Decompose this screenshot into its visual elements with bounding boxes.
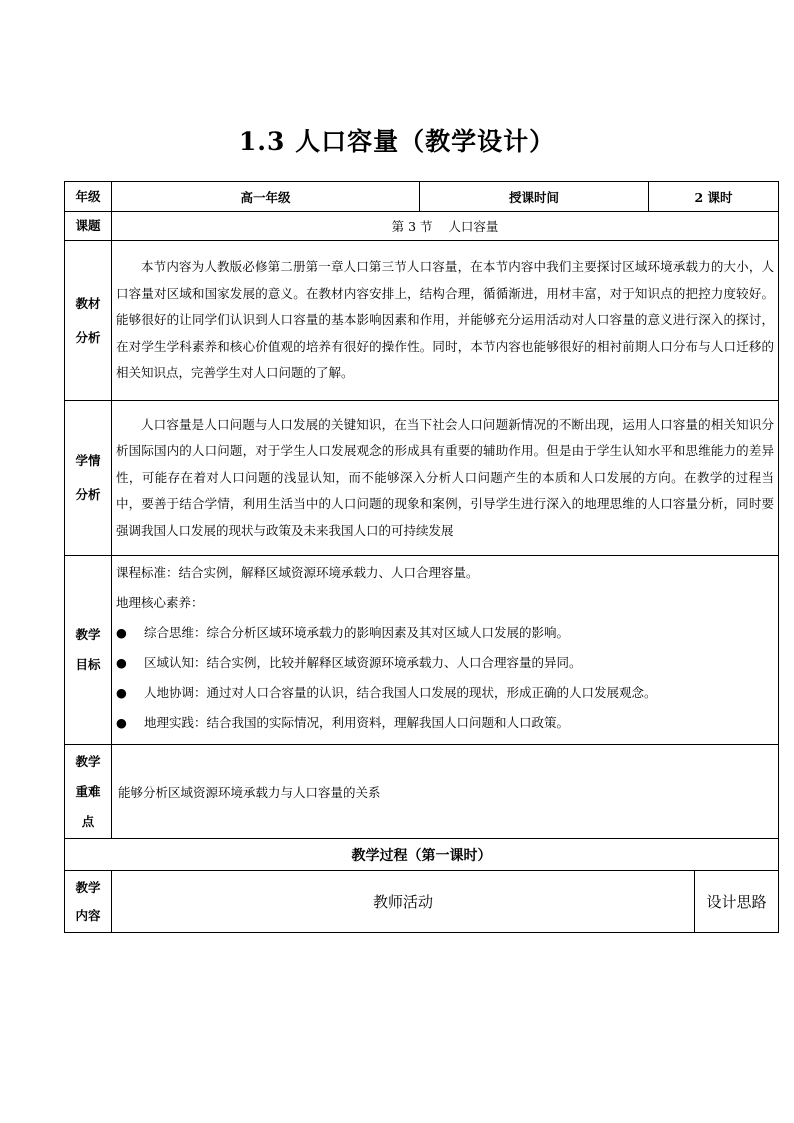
objectives-label-line: 目标 (75, 657, 101, 672)
topic-row (65, 212, 779, 241)
design-idea-header: 设计思路 (695, 871, 779, 933)
teacher-activity-header: 教师活动 (112, 871, 695, 933)
content-label (65, 871, 112, 933)
process-columns-row (65, 871, 779, 933)
content-label-line: 教学 (75, 879, 101, 895)
bullet-icon: ● (116, 625, 127, 640)
objectives-label (65, 556, 112, 745)
objective-text: 地理实践：结合我国的实际情况，利用资料，理解我国人口问题和人口政策。 (144, 715, 570, 730)
hours-value: 2 课时 (649, 182, 779, 212)
objective-item (116, 678, 778, 708)
students-row (65, 401, 779, 556)
key-points-label-line: 重难 (75, 783, 101, 799)
material-label (65, 241, 112, 401)
key-points-label-line: 点 (81, 813, 95, 829)
objectives-cell (112, 556, 779, 745)
topic-value: 第 3 节 人口容量 (112, 212, 779, 241)
objective-item (116, 618, 778, 648)
objective-text: 综合思维：综合分析区域环境承载力的影响因素及其对区域人口发展的影响。 (144, 625, 570, 640)
objectives-row (65, 556, 779, 745)
material-row (65, 241, 779, 401)
curriculum-standard: 课程标准：结合实例，解释区域资源环境承载力、人口合理容量。 (116, 565, 479, 580)
process-heading-row (65, 839, 779, 871)
objectives-label-line: 教学 (75, 627, 101, 642)
objective-text: 人地协调：通过对人口合容量的认识，结合我国人口发展的现状，形成正确的人口发展观念。 (144, 685, 657, 700)
document-title: 1.3 人口容量（教学设计） (238, 127, 556, 156)
objective-item (116, 708, 778, 738)
topic-label: 课题 (65, 212, 112, 241)
students-cell (112, 401, 779, 556)
objective-text: 区域认知：结合实例，比较并解释区域资源环境承载力、人口合理容量的异同。 (144, 655, 582, 670)
time-label: 授课时间 (420, 182, 649, 212)
key-points-text: 能够分析区域资源环境承载力与人口容量的关系 (112, 745, 779, 839)
bullet-icon: ● (116, 715, 127, 730)
grade-label: 年级 (65, 182, 112, 212)
lesson-plan-table (64, 181, 779, 933)
bullet-icon: ● (116, 685, 127, 700)
grade-value: 高一年级 (112, 182, 420, 212)
students-text: 人口容量是人口问题与人口发展的关键知识，在当下社会人口问题新情况的不断出现，运用人口容量的相关知识分析国际国内的人口问题，对于学生人口发展观念的形成具有重要的辅助作用。但是由于学生认知水平和思维能力的差异性，可能存在着对人口问题的浅显认知，而不能够深入分析人口问题产生的本质和人口发展的方向。在教学的过程当中，要善于结合学情，利用生活当中的人口问题的现象和案例，引导学生进行深入的地理思维的人口容量分析，同时要强调我国人口发展的现状与政策及未来我国人口的可持续发展 (116, 416, 774, 538)
material-label-line: 分析 (75, 329, 101, 345)
bullet-icon: ● (116, 655, 127, 670)
content-label-line: 内容 (75, 907, 101, 923)
core-literacy-heading: 地理核心素养： (116, 595, 204, 610)
students-label-line: 分析 (75, 487, 101, 502)
material-text: 本节内容为人教版必修第二册第一章人口第三节人口容量，在本节内容中我们主要探讨区域环境承载力的大小，人口容量对区域和国家发展的意义。在教材内容安排上，结构合理，循循渐进，用材丰富，对于知识点的把控力度较好。能够很好的让同学们认识到人口容量的基本影响因素和作用，并能够充分运用活动对人口容量的意义进行深入的探讨，在对学生学科素养和核心价值观的培养有很好的操作性。同时，本节内容也能够很好的相衬前期人口分布与人口迁移的相关知识点，完善学生对人口问题的了解。 (116, 259, 774, 381)
process-heading: 教学过程（第一课时） (65, 839, 779, 871)
objective-item (116, 648, 778, 678)
students-label (65, 401, 112, 556)
material-label-line: 教材 (75, 295, 101, 311)
material-cell (112, 241, 779, 401)
key-points-row (65, 745, 779, 839)
grade-row (65, 182, 779, 212)
key-points-label (65, 745, 112, 839)
key-points-label-line: 教学 (75, 753, 101, 769)
students-label-line: 学情 (75, 453, 101, 468)
